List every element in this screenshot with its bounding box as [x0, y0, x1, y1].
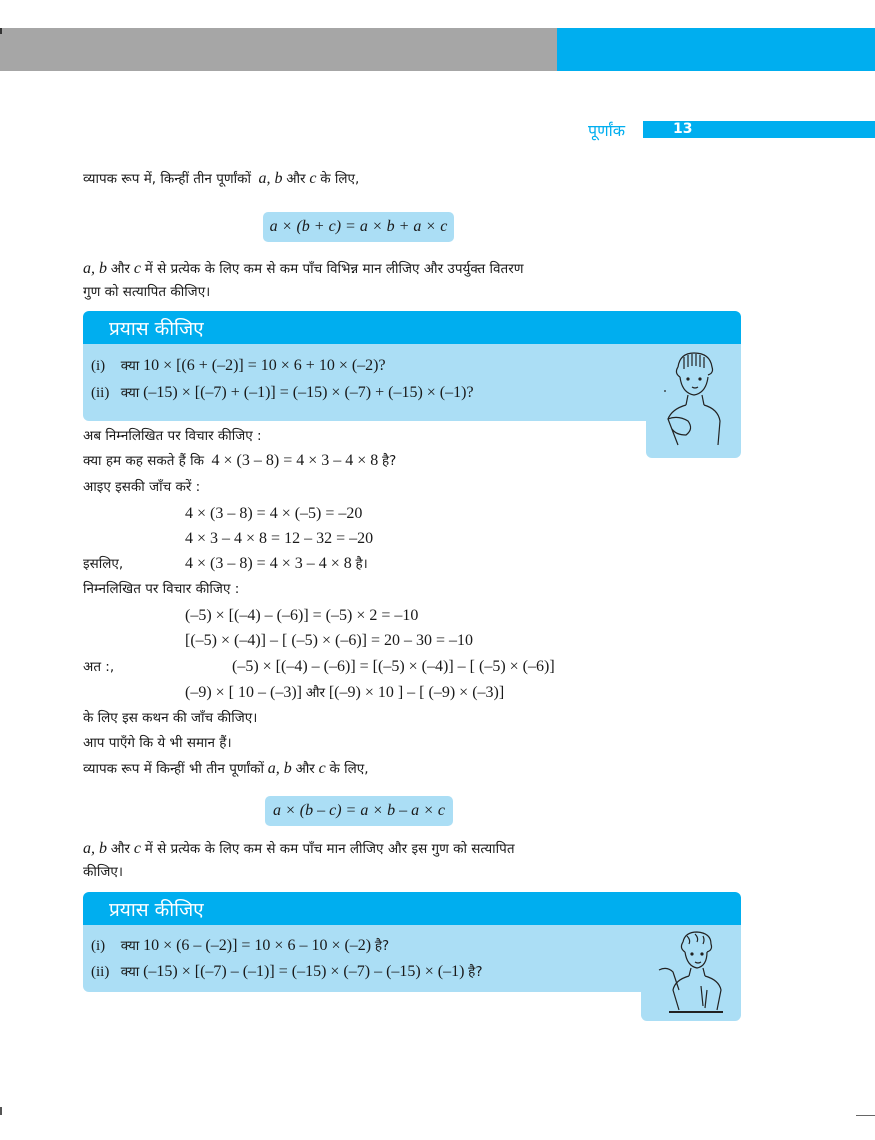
try-it-header [83, 311, 741, 344]
try-it-item-2: (ii) क्या (–15) × [(–7) – (–1)] = (–15) × (–7) – (–15) × (–1) है? [91, 963, 483, 980]
distributive-formula-add: a × (b + c) = a × b + a × c [263, 212, 454, 242]
calc-line-1: 4 × (3 – 8) = 4 × (–5) = –20 [185, 505, 363, 522]
child-thinking-icon [658, 349, 728, 449]
consider-heading-2: निम्नलिखित पर विचार कीजिए : [83, 581, 240, 597]
try-it-item-1: (i) क्या 10 × [(6 + (–2)] = 10 × 6 + 10 × (–2)? [91, 357, 386, 374]
same-statement: आप पाएँगे कि ये भी समान हैं। [83, 735, 232, 751]
try-it-title: प्रयास कीजिए [109, 318, 204, 340]
therefore-label: इसलिए, [83, 556, 124, 572]
consider-heading: अब निम्नलिखित पर विचार कीजिए : [83, 428, 262, 444]
check-heading: आइए इसकी जाँच करें : [83, 479, 201, 495]
check-statement: के लिए इस कथन की जाँच कीजिए। [83, 710, 258, 726]
running-title: पूर्णांक [588, 121, 626, 140]
page-number: 13 [673, 121, 693, 137]
try-it-header [83, 892, 741, 925]
calc-line-4: [(–5) × (–4)] – [ (–5) × (–6)] = 20 – 30 = –10 [185, 632, 474, 649]
header-grey-band [0, 28, 557, 71]
crop-mark [0, 28, 2, 34]
crop-mark [856, 1115, 875, 1116]
therefore-expression: 4 × (3 – 8) = 4 × 3 – 4 × 8 है। [185, 555, 368, 572]
hence-expression: (–5) × [(–4) – (–6)] = [(–5) × (–4)] – [ (–5) × (–6)] [232, 658, 555, 675]
try-it-title: प्रयास कीजिए [109, 899, 204, 921]
calc-line-3: (–5) × [(–4) – (–6)] = (–5) × 2 = –10 [185, 607, 419, 624]
child-writing-icon [655, 930, 735, 1020]
calc-line-2: 4 × 3 – 4 × 8 = 12 – 32 = –20 [185, 530, 374, 547]
try-it-box-2 [83, 892, 741, 1021]
header-blue-band [557, 28, 875, 71]
intro-paragraph-line-1: a, b और c में से प्रत्येक के लिए कम से कम पाँच विभिन्न मान लीजिए और उपर्युक्त वितरण [83, 260, 524, 277]
distributive-formula-subtract: a × (b – c) = a × b – a × c [265, 796, 453, 826]
general-line: व्यापक रूप में किन्हीं भी तीन पूर्णांकों a, b और c के लिए, [83, 760, 369, 777]
hence-label: अत :, [83, 659, 115, 675]
intro-line: व्यापक रूप में, किन्हीं तीन पूर्णांकों a, b और c के लिए, [83, 170, 360, 187]
verify-paragraph-line-1: a, b और c में से प्रत्येक के लिए कम से कम पाँच मान लीजिए और इस गुण को सत्यापित [83, 840, 515, 857]
check-expression: (–9) × [ 10 – (–3)] और [(–9) × 10 ] – [ (–9) × (–3)] [185, 684, 505, 701]
try-it-item-1: (i) क्या 10 × (6 – (–2)] = 10 × 6 – 10 × (–2) है? [91, 937, 390, 954]
crop-mark [0, 1107, 2, 1115]
question-line: क्या हम कह सकते हैं कि 4 × (3 – 8) = 4 × 3 – 4 × 8 है? [83, 452, 397, 469]
verify-paragraph-line-2: कीजिए। [83, 864, 123, 880]
try-it-item-2: (ii) क्या (–15) × [(–7) + (–1)] = (–15) × (–7) + (–15) × (–1)? [91, 384, 474, 401]
intro-paragraph-line-2: गुण को सत्यापित कीजिए। [83, 284, 211, 300]
